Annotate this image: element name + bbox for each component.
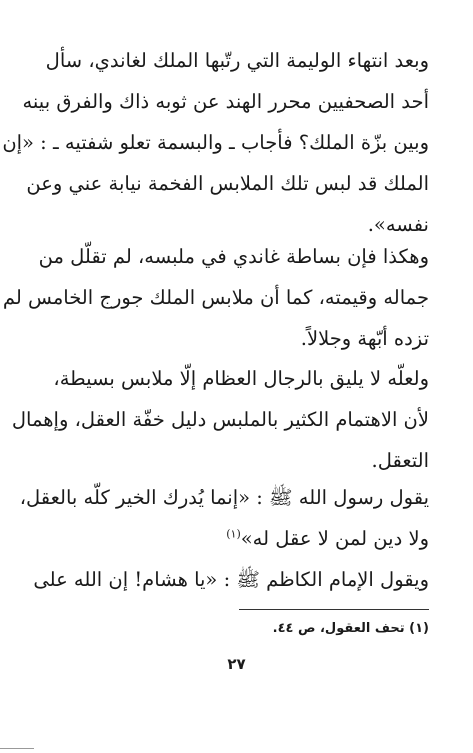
text-line: تزده أبّهة وجلالاً. xyxy=(300,327,429,350)
page-number: ٢٧ xyxy=(227,655,246,673)
text-line: يقول رسول الله ﷺ : «إنما يُدرك الخير كلّه بالعقل، xyxy=(19,486,429,509)
paragraph-simplicity xyxy=(2,236,429,359)
scan-edge-mark xyxy=(0,748,34,749)
text-line: ولعلّه لا يليق بالرجال العظام إلّا ملابس بسيطة، xyxy=(53,367,429,390)
text-line: لأن الاهتمام الكثير بالملبس دليل خفّة العقل، وإهمال xyxy=(11,408,429,431)
text-line: جماله وقيمته، كما أن ملابس الملك جورج الخامس لم xyxy=(2,286,429,309)
paragraph-great-men xyxy=(11,358,429,481)
text-line: وبعد انتهاء الوليمة التي رتّبها الملك لغاندي، سأل xyxy=(45,49,429,72)
text-line: ويقول الإمام الكاظم ﷺ : «يا هشام! إن الله على xyxy=(33,568,429,591)
text-line: الملك قد لبس تلك الملابس الفخمة نيابة عني وعن xyxy=(26,172,429,195)
text-line xyxy=(44,518,429,559)
paragraph-imam-kazim xyxy=(33,559,429,600)
text-line: نفسه». xyxy=(367,213,429,236)
footnote-reference: (١) xyxy=(226,527,241,541)
footnote: (١) تحف العقول، ص ٤٤. xyxy=(272,621,429,636)
text-line-content: ولا دين لمن لا عقل له» xyxy=(240,527,429,550)
paragraph-gandhi-banquet xyxy=(2,40,429,245)
text-line: وبين بزّة الملك؟ فأجاب ـ والبسمة تعلو شفتيه ـ : «إن xyxy=(2,131,429,154)
text-line: وهكذا فإن بساطة غاندي في ملبسه، لم تقلّل من xyxy=(38,245,429,268)
text-line: التعقل. xyxy=(371,449,429,472)
text-line: أحد الصحفيين محرر الهند عن ثوبه ذاك والفرق بينه xyxy=(22,90,429,113)
footnote-divider xyxy=(239,609,429,610)
paragraph-prophet-hadith xyxy=(19,477,429,559)
